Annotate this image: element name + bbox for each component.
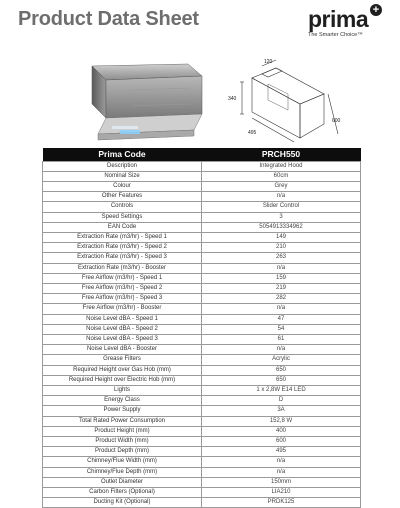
spec-value: 159 (202, 273, 361, 283)
spec-label: Extraction Rate (m3/hr) - Speed 3 (43, 253, 202, 263)
spec-value: 152,8 W (202, 416, 361, 426)
table-row (43, 334, 361, 344)
table-row (43, 192, 361, 202)
spec-value: 600 (202, 436, 361, 446)
spec-value: n/a (202, 345, 361, 355)
spec-label: Free Airflow (m3/hr) - Speed 2 (43, 283, 202, 293)
spec-value: 650 (202, 375, 361, 385)
spec-value: LIA210 (202, 488, 361, 498)
spec-value: 61 (202, 334, 361, 344)
dim-label-top: 120 (264, 59, 273, 65)
table-row (43, 294, 361, 304)
brand-tagline: The Smarter Choice™ (308, 32, 363, 38)
spec-value: Acrylic (202, 355, 361, 365)
spec-label: Other Features (43, 192, 202, 202)
spec-value: Integrated Hood (202, 161, 361, 171)
spec-label: Free Airflow (m3/hr) - Speed 1 (43, 273, 202, 283)
spec-label: Chimney/Flue Depth (mm) (43, 467, 202, 477)
table-row (43, 406, 361, 416)
table-row (43, 263, 361, 273)
table-row (43, 222, 361, 232)
table-row (43, 498, 361, 508)
table-row (43, 171, 361, 181)
table-row (43, 161, 361, 171)
plus-icon: + (370, 4, 382, 16)
spec-table (42, 148, 361, 508)
table-row (43, 488, 361, 498)
table-row (43, 436, 361, 446)
table-row (43, 345, 361, 355)
spec-value: 210 (202, 243, 361, 253)
spec-table-body (43, 161, 361, 508)
spec-value: n/a (202, 263, 361, 273)
spec-label: Extraction Rate (m3/hr) - Speed 1 (43, 232, 202, 242)
table-row (43, 243, 361, 253)
table-row (43, 232, 361, 242)
spec-value: D (202, 396, 361, 406)
spec-value: 219 (202, 283, 361, 293)
spec-label: Noise Level dBA - Speed 1 (43, 314, 202, 324)
table-row (43, 426, 361, 436)
table-row (43, 253, 361, 263)
spec-value: PRDK125 (202, 498, 361, 508)
spec-label: Product Height (mm) (43, 426, 202, 436)
table-row (43, 324, 361, 334)
spec-label: Free Airflow (m3/hr) - Booster (43, 304, 202, 314)
table-row (43, 202, 361, 212)
spec-value: 1 x 2,8W E14 LED (202, 385, 361, 395)
spec-value: 150mm (202, 477, 361, 487)
table-row (43, 467, 361, 477)
spec-label: Product Width (mm) (43, 436, 202, 446)
table-row (43, 181, 361, 191)
spec-label: Energy Class (43, 396, 202, 406)
spec-value: 282 (202, 294, 361, 304)
spec-value: 60cm (202, 171, 361, 181)
spec-label: Product Depth (mm) (43, 447, 202, 457)
spec-label: Description (43, 161, 202, 171)
table-row (43, 273, 361, 283)
table-row (43, 447, 361, 457)
table-row (43, 416, 361, 426)
spec-label: Extraction Rate (m3/hr) - Speed 2 (43, 243, 202, 253)
table-row (43, 212, 361, 222)
spec-value: n/a (202, 304, 361, 314)
dim-label-width: 600 (332, 118, 341, 124)
spec-label: Total Rated Power Consumption (43, 416, 202, 426)
table-row (43, 385, 361, 395)
page-title: Product Data Sheet (18, 8, 199, 30)
spec-label: Extraction Rate (m3/hr) - Booster (43, 263, 202, 273)
dimension-diagram (228, 54, 348, 144)
spec-value: 54 (202, 324, 361, 334)
spec-label: Carbon Filters (Optional) (43, 488, 202, 498)
brand-logo (308, 4, 380, 44)
spec-value: n/a (202, 467, 361, 477)
spec-label: EAN Code (43, 222, 202, 232)
spec-value: 400 (202, 426, 361, 436)
spec-value: 3A (202, 406, 361, 416)
spec-value: Slider Control (202, 202, 361, 212)
table-row (43, 355, 361, 365)
spec-value: 495 (202, 447, 361, 457)
spec-label: Controls (43, 202, 202, 212)
table-row (43, 365, 361, 375)
spec-value: n/a (202, 457, 361, 467)
table-row (43, 304, 361, 314)
header-label: Prima Code (43, 148, 202, 161)
spec-label: Noise Level dBA - Booster (43, 345, 202, 355)
spec-label: Required Height over Electric Hob (mm) (43, 375, 202, 385)
spec-label: Nominal Size (43, 171, 202, 181)
spec-label: Power Supply (43, 406, 202, 416)
spec-label: Colour (43, 181, 202, 191)
table-row (43, 375, 361, 385)
table-row (43, 477, 361, 487)
spec-value: n/a (202, 192, 361, 202)
dim-label-height: 340 (228, 96, 237, 102)
spec-value: Grey (202, 181, 361, 191)
spec-value: 3 (202, 212, 361, 222)
table-header-row (43, 148, 361, 161)
table-row (43, 457, 361, 467)
spec-label: Chimney/Flue Width (mm) (43, 457, 202, 467)
header-value: PRCH550 (202, 148, 361, 161)
table-row (43, 283, 361, 293)
spec-value: 5054913334962 (202, 222, 361, 232)
spec-value: 149 (202, 232, 361, 242)
spec-value: 650 (202, 365, 361, 375)
brand-name: prima (308, 6, 369, 32)
spec-label: Required Height over Gas Hob (mm) (43, 365, 202, 375)
spec-label: Grease Filters (43, 355, 202, 365)
spec-label: Noise Level dBA - Speed 2 (43, 324, 202, 334)
spec-label: Free Airflow (m3/hr) - Speed 3 (43, 294, 202, 304)
spec-value: 47 (202, 314, 361, 324)
spec-label: Ducting Kit (Optional) (43, 498, 202, 508)
table-row (43, 314, 361, 324)
dim-label-depth: 495 (248, 130, 257, 136)
spec-label: Lights (43, 385, 202, 395)
spec-value: 263 (202, 253, 361, 263)
spec-label: Outlet Diameter (43, 477, 202, 487)
spec-label: Speed Settings (43, 212, 202, 222)
product-image (70, 60, 210, 146)
spec-label: Noise Level dBA - Speed 3 (43, 334, 202, 344)
table-row (43, 396, 361, 406)
